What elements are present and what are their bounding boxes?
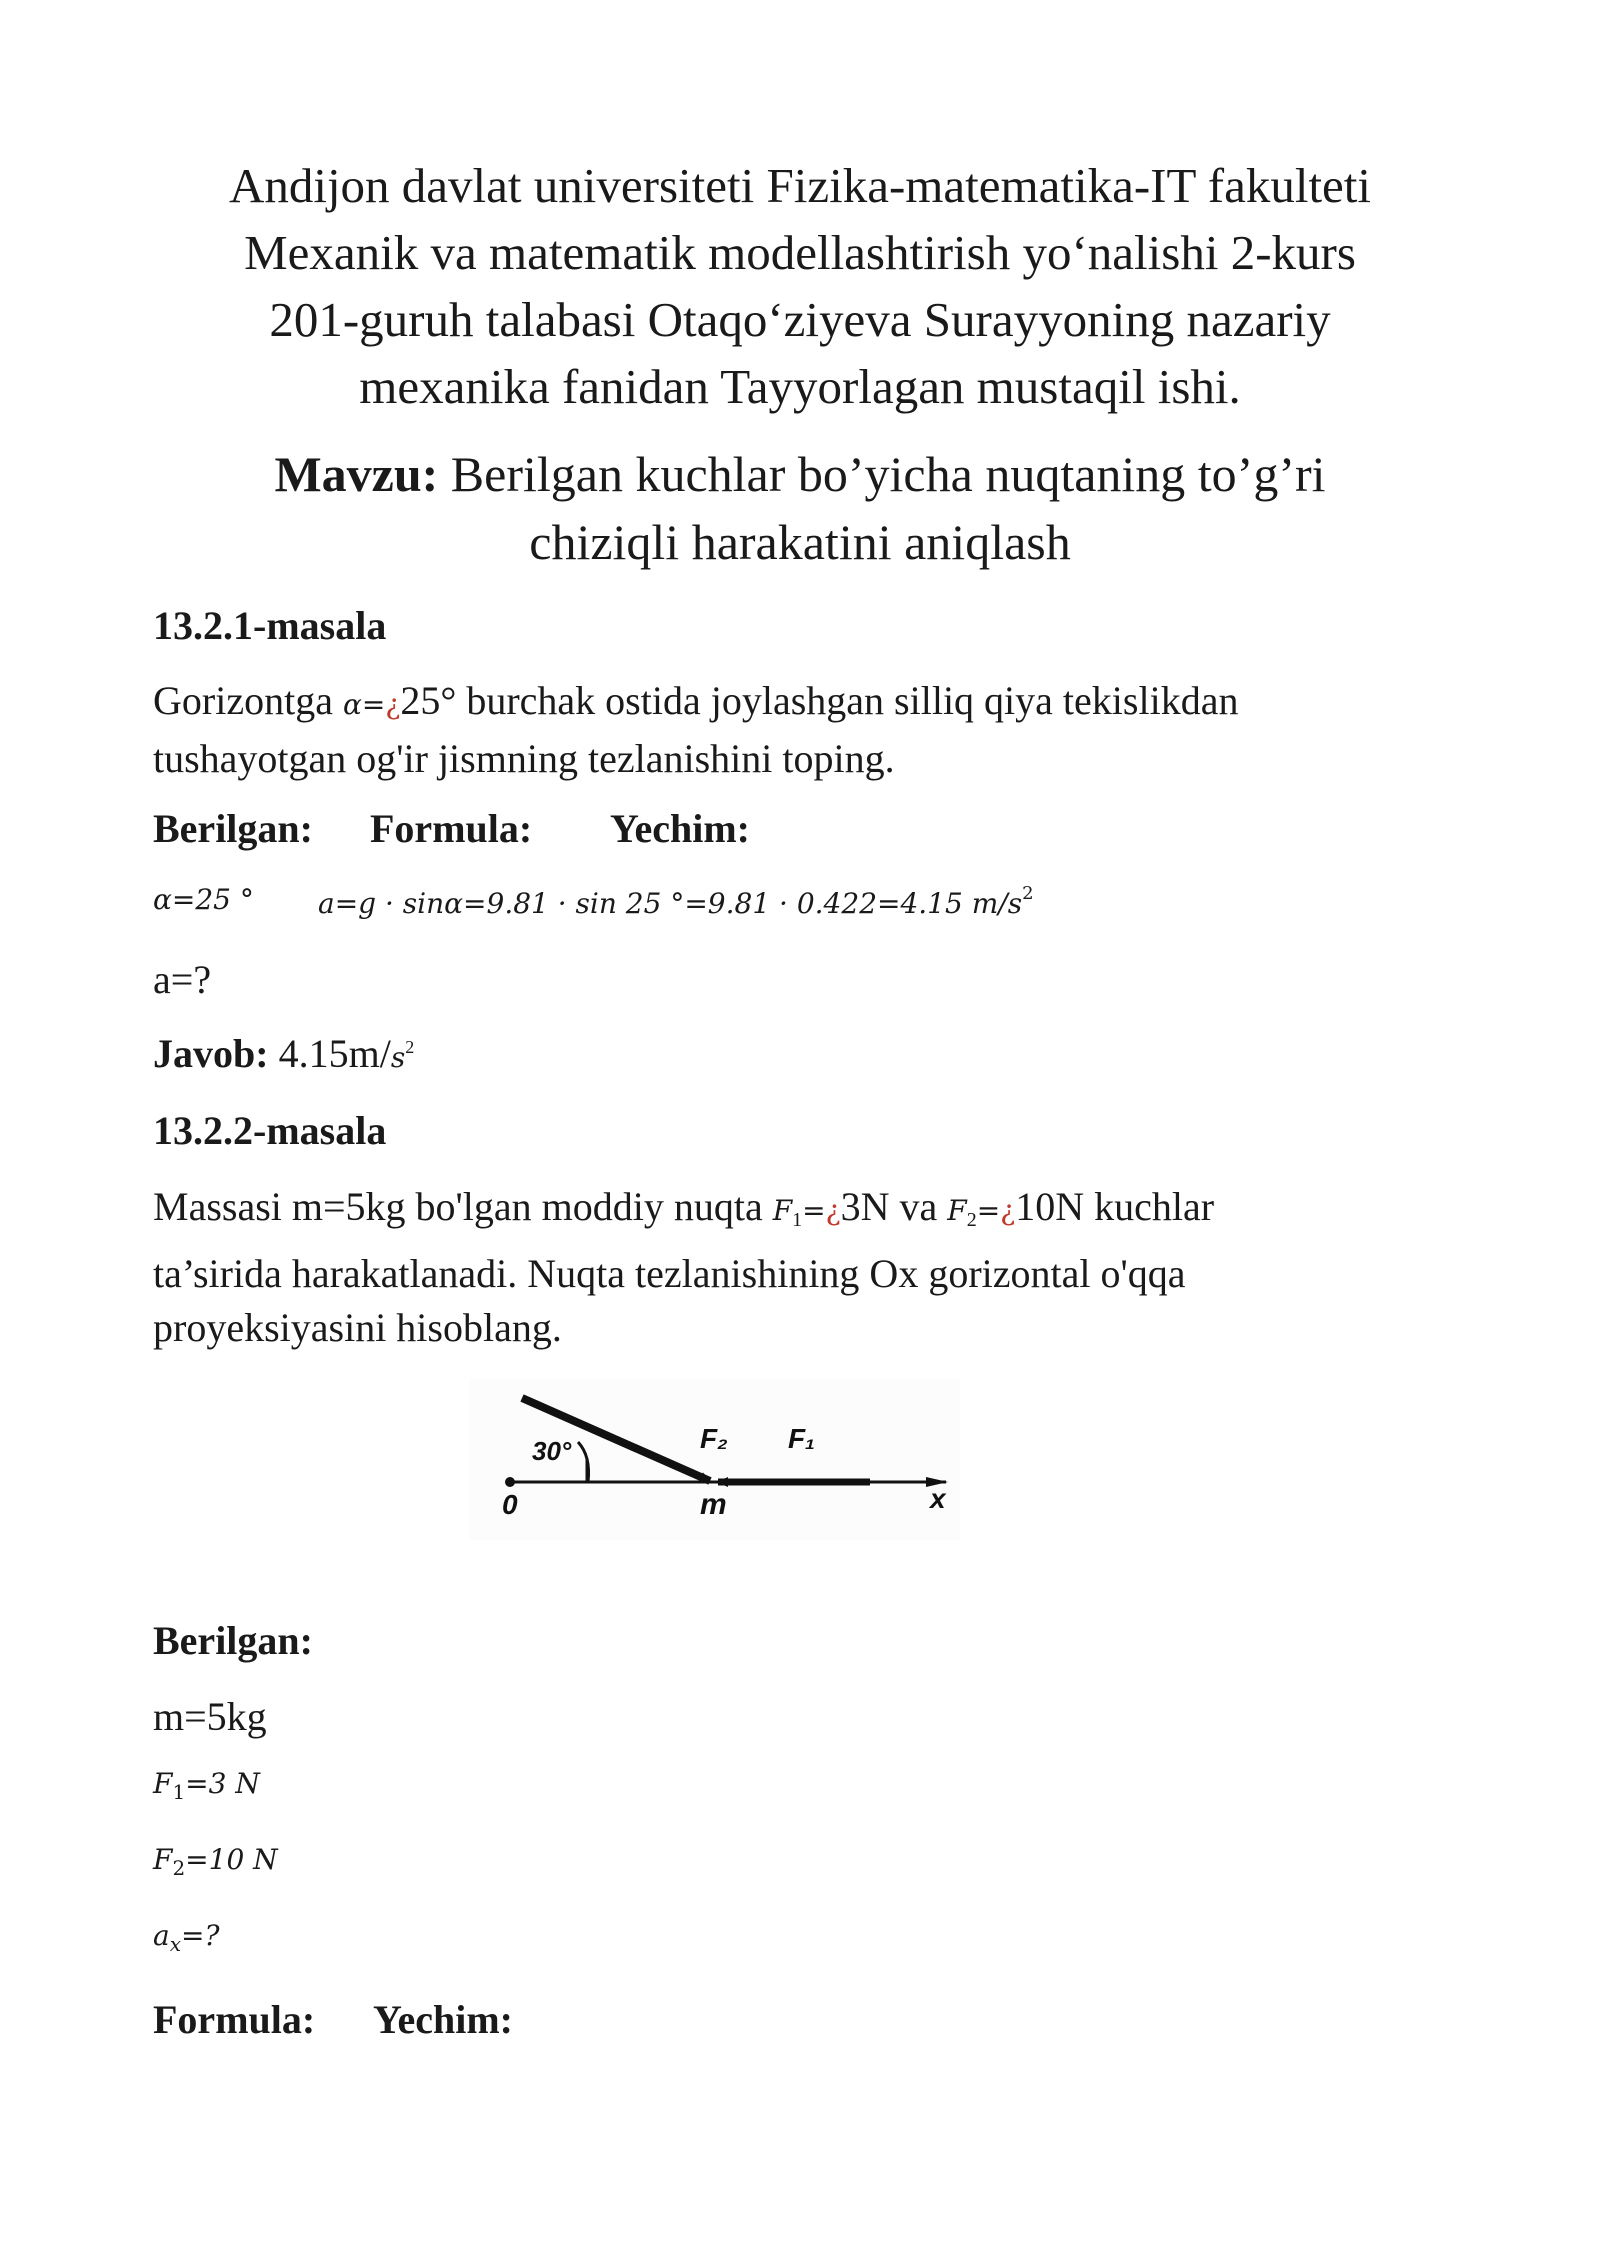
given-mass: m=5kg [153, 1694, 267, 1739]
f2-label: F₂ [700, 1423, 728, 1454]
answer [153, 1030, 414, 1077]
given-f1-subscript: 1 [172, 1780, 186, 1804]
given-f1-symbol: F [153, 1767, 173, 1800]
solution-label: Yechim: [610, 806, 750, 851]
topic-text-1: Berilgan kuchlar bo’yicha nuqtaning to’g’ri [450, 446, 1326, 502]
answer-unit: s [390, 1041, 406, 1074]
f2-inverted-question-mark: ¿ [1000, 1194, 1016, 1227]
problem1-text-b: 25° burchak ostida joylashgan silliq qiya tekislikdan [400, 678, 1239, 723]
solution-math: a=g · sinα=9.81 · sin 25 °=9.81 · 0.422=4.15 [318, 887, 963, 920]
given-label: Berilgan: [153, 806, 313, 851]
given-f1-value: =3 N [185, 1767, 260, 1800]
formula-label: Formula: [370, 806, 533, 851]
header-line-1: Andijon davlat universiteti Fizika-matematika-IT fakulteti [228, 158, 1372, 213]
f1-inverted-question-mark: ¿ [825, 1194, 841, 1227]
solution-equation [318, 883, 1034, 920]
document-header [140, 152, 1460, 420]
unknown-a: a=? [153, 957, 212, 1002]
answer-value: 4.15m/ [278, 1031, 391, 1076]
problem2-text-a: Massasi m=5kg bo'lgan moddiy nuqta [153, 1184, 763, 1229]
problem2-solution-label: Yechim: [373, 1997, 513, 2042]
equals-sign: = [361, 688, 386, 721]
topic-label: Mavzu: [274, 446, 439, 502]
f1-subscript: 1 [792, 1209, 803, 1231]
x-axis-label: x [930, 1483, 946, 1514]
problem1-text-a: Gorizontga [153, 678, 333, 723]
given-f2-value: =10 N [185, 1843, 278, 1876]
force-diagram-svg [470, 1378, 960, 1540]
ax-symbol: a [153, 1919, 170, 1952]
angle-label: 30° [532, 1436, 572, 1466]
given-f2-subscript: 2 [172, 1856, 186, 1880]
ax-value: =? [180, 1919, 220, 1952]
solution-unit-exponent: 2 [1022, 883, 1034, 904]
origin-label: 0 [502, 1489, 518, 1520]
problem2-title: 13.2.2-masala [153, 1108, 387, 1153]
answer-unit-exponent: 2 [405, 1037, 415, 1057]
header-line-4: mexanika fanidan Tayyorlagan mustaqil ishi. [359, 359, 1241, 414]
problem1-text-line2: tushayotgan og'ir jismning tezlanishini toping. [153, 736, 895, 781]
header-line-3: 201-guruh talabasi Otaqo‘ziyeva Surayyoning nazariy [269, 292, 1331, 347]
f2-symbol: F [947, 1194, 967, 1227]
given-alpha: α=25 ° [153, 883, 254, 916]
answer-label: Javob: [153, 1031, 269, 1076]
ax-subscript: x [169, 1932, 181, 1956]
problem1-statement [153, 674, 1403, 786]
f2-subscript: 2 [966, 1209, 977, 1231]
topic [140, 440, 1460, 576]
f1-label: F₁ [788, 1423, 815, 1454]
problem2-text-line2: ta’sirida harakatlanadi. Nuqta tezlanishining Ox gorizontal o'qqa [153, 1251, 1186, 1296]
problem2-text-c: 10N kuchlar [1015, 1184, 1215, 1229]
given-f2 [153, 1843, 278, 1880]
header-line-2: Mexanik va matematik modellashtirish yo‘nalishi 2-kurs [244, 225, 1356, 280]
given-f2-symbol: F [153, 1843, 173, 1876]
problem1-title: 13.2.1-masala [153, 603, 387, 648]
problem2-text-b: 3N va [840, 1184, 938, 1229]
problem2-formula-label: Formula: [153, 1997, 316, 2042]
unknown-ax [153, 1919, 219, 1956]
force-diagram [470, 1378, 960, 1540]
problem2-statement [153, 1180, 1403, 1355]
origin-point [505, 1477, 515, 1487]
problem2-text-line3: proyeksiyasini hisoblang. [153, 1305, 562, 1350]
f1-equals: = [802, 1194, 826, 1227]
problem2-given-label: Berilgan: [153, 1618, 313, 1663]
inverted-question-mark: ¿ [385, 688, 401, 721]
topic-text-2: chiziqli harakatini aniqlash [529, 514, 1071, 570]
solution-unit: m/s [971, 887, 1023, 920]
f2-equals: = [976, 1194, 1001, 1227]
alpha-symbol: α [342, 688, 362, 721]
mass-label: m [700, 1488, 727, 1521]
given-f1 [153, 1767, 260, 1804]
f1-symbol: F [772, 1194, 793, 1227]
